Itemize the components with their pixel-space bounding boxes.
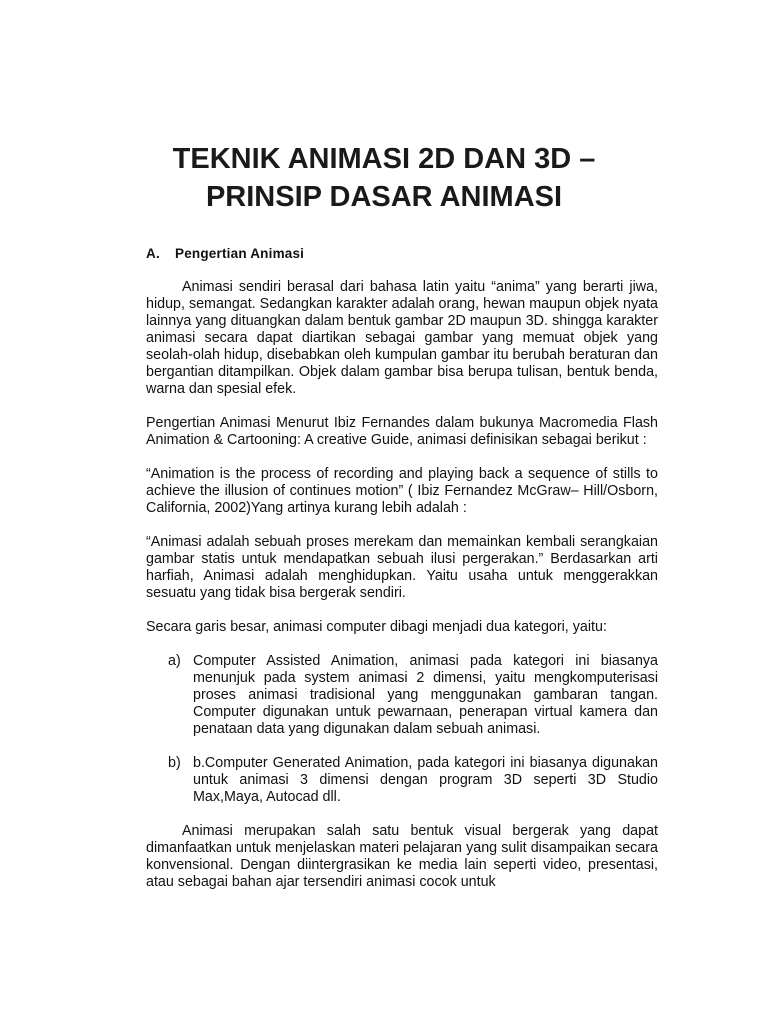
- paragraph-definition: Animasi sendiri berasal dari bahasa latin yaitu “anima” yang berarti jiwa, hidup, semangat. Sedangkan karakter adalah orang, hewan maupun objek nyata lainnya yang dituangkan dalam bentuk gambar 2D maupun 3D. shingga karakter animasi secara dapat diartikan sebagai gambar yang memuat objek yang seolah-olah hidup, disebabkan oleh kumpulan gambar itu berubah beraturan dan bergantian ditampilkan. Objek dalam gambar bisa berupa tulisan, bentuk benda, warna dan spesial efek.: [146, 279, 658, 397]
- paragraph-ibiz-fernandes: Pengertian Animasi Menurut Ibiz Fernandes dalam bukunya Macromedia Flash Animation & Cartooning: A creative Guide, animasi definisikan sebagai berikut :: [146, 415, 658, 448]
- section-number: A.: [146, 246, 160, 261]
- section-heading: [146, 245, 658, 262]
- list-marker: a): [168, 653, 181, 669]
- section-title: Pengertian Animasi: [175, 246, 305, 261]
- title-line-1: TEKNIK ANIMASI 2D DAN 3D –: [172, 143, 596, 175]
- list-item-text: Computer Assisted Animation, animasi pada kategori ini biasanya menunjuk pada system animasi 2 dimensi, yaitu mengkomputerisasi proses animasi tradisional yang menggunakan gambaran tangan. Computer digunakan untuk pewarnaan, penerapan virtual kamera dan penataan data yang digunakan dalam sebuah animasi.: [193, 653, 658, 737]
- paragraph-english-quote: “Animation is the process of recording and playing back a sequence of stills to achieve the illusion of continues motion” ( Ibiz Fernandez McGraw– Hill/Osborn, California, 2002)Yang artinya kurang lebih adalah :: [146, 466, 658, 516]
- list-item: [146, 653, 658, 738]
- title-line-2: PRINSIP DASAR ANIMASI: [205, 181, 563, 213]
- category-list: [146, 653, 658, 806]
- document-body: [146, 245, 658, 908]
- list-marker: b): [168, 755, 181, 771]
- list-item: [146, 755, 658, 806]
- paragraph-translation: “Animasi adalah sebuah proses merekam dan memainkan kembali serangkaian gambar statis untuk mendapatkan sebuah ilusi pergerakan.” Berdasarkan arti harfiah, Animasi adalah menghidupkan. Yaitu usaha untuk menggerakkan sesuatu yang tidak bisa bergerak sendiri.: [146, 534, 658, 601]
- paragraph-media-usage: Animasi merupakan salah satu bentuk visual bergerak yang dapat dimanfaatkan untuk menjelaskan materi pelajaran yang sulit disampaikan secara konvensional. Dengan diintergrasikan ke media lain seperti video, presentasi, atau sebagai bahan ajar tersendiri animasi cocok untuk: [146, 823, 658, 890]
- page-title: [110, 140, 658, 216]
- list-item-text: b.Computer Generated Animation, pada kategori ini biasanya digunakan untuk animasi 3 dimensi dengan program 3D seperti 3D Studio Max,Maya, Autocad dll.: [193, 755, 658, 805]
- paragraph-categories-intro: Secara garis besar, animasi computer dibagi menjadi dua kategori, yaitu:: [146, 619, 607, 635]
